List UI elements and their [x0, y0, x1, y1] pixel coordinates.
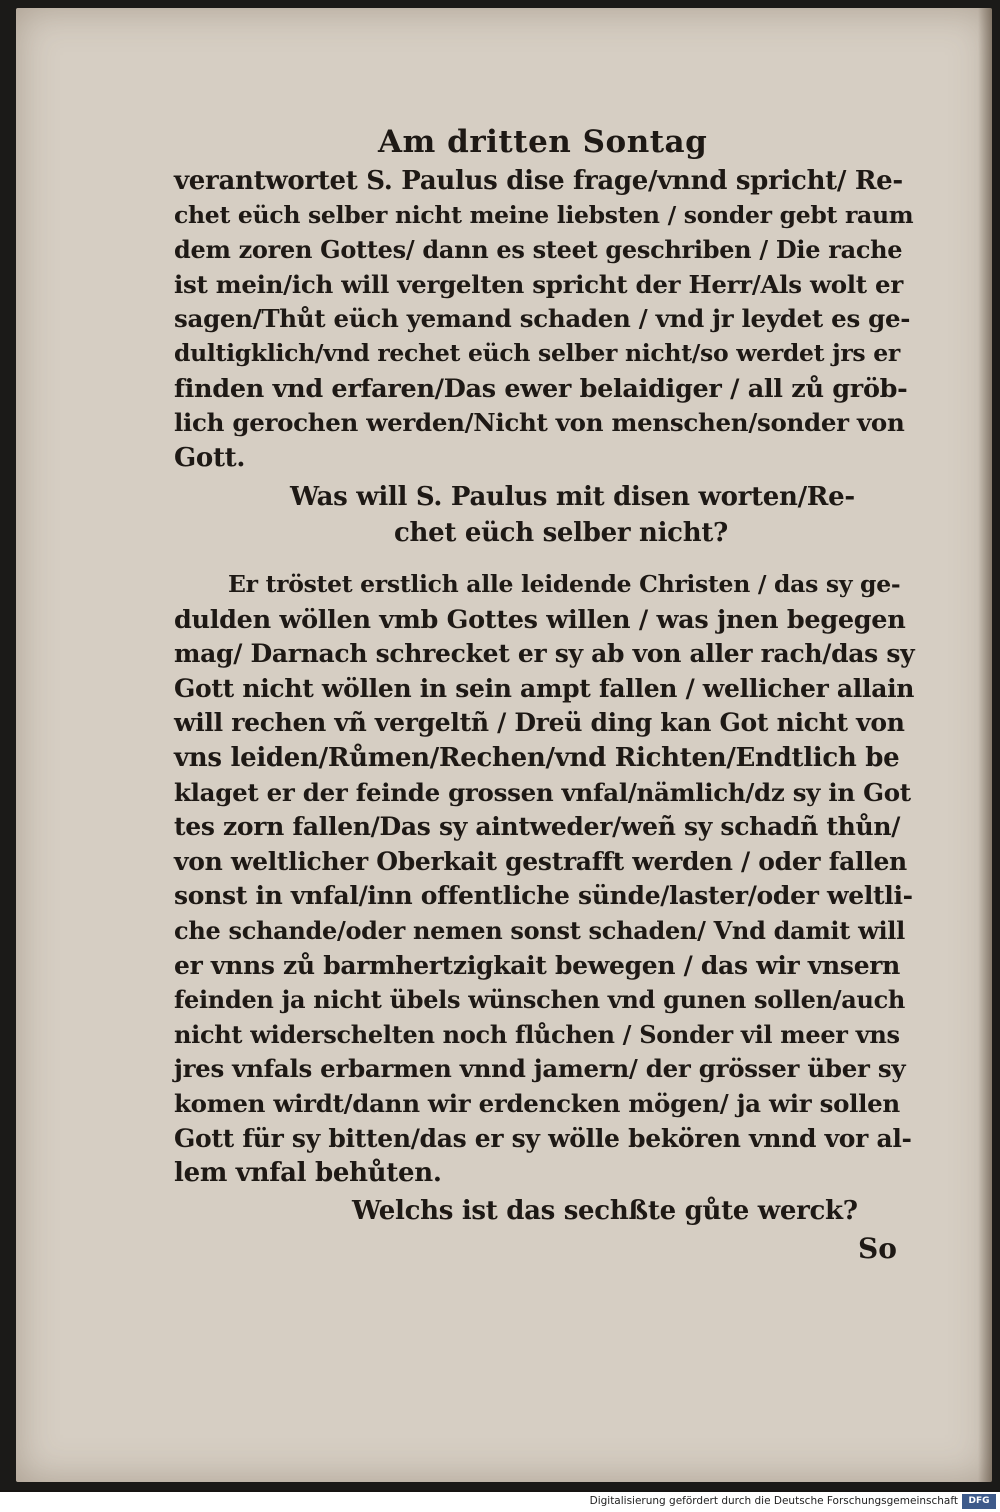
paragraph2-line: klaget er der feinde grossen vnfal/nämlich/dz sy in Got — [174, 777, 911, 807]
paragraph2-line: vns leiden/Růmen/Rechen/vnd Richten/Endtlich be — [174, 743, 900, 773]
paragraph1-line: dem zoren Gottes/ dann es steet geschriben / Die rache — [174, 235, 903, 265]
paragraph2-line: er vnns zů barmhertzigkait bewegen / das wir vnsern — [174, 950, 901, 980]
paragraph1-line: dultigklich/vnd rechet eüch selber nicht/so werdet jrs er — [174, 339, 900, 367]
paragraph2-line: tes zorn fallen/Das sy aintweder/weñ sy schadñ thůn/ — [174, 812, 901, 842]
paragraph1-line: chet eüch selber nicht meine liebsten / sonder gebt raum — [174, 200, 914, 229]
paragraph1-line: sagen/Thůt eüch yemand schaden / vnd jr leydet es ge- — [174, 304, 911, 334]
paragraph2-line: Gott nicht wöllen in sein ampt fallen / wellicher allain — [174, 673, 915, 703]
paragraph1-line: Gott. — [174, 442, 246, 473]
paragraph1-line: ist mein/ich will vergelten spricht der Herr/Als wolt er — [174, 269, 903, 299]
paragraph2-line: jres vnfals erbarmen vnnd jamern/ der grösser über sy — [174, 1054, 906, 1084]
paragraph2-line: will rechen vñ vergeltñ / Dreü ding kan Got nicht von — [174, 708, 905, 738]
paragraph1-line: verantwortet S. Paulus dise frage/vnnd spricht/ Re- — [174, 166, 903, 196]
paragraph2-line: Gott für sy bitten/das er sy wölle bekören vnnd vor al- — [174, 1123, 912, 1153]
paragraph2-line: mag/ Darnach schrecket er sy ab von aller rach/das sy — [174, 639, 915, 669]
question-2: Welchs ist das sechßte gůte werck? — [352, 1196, 858, 1226]
paragraph2-line: che schande/oder nemen sonst schaden/ Vnd damit will — [174, 916, 905, 945]
question-1-line-1: Was will S. Paulus mit disen worten/Re- — [290, 482, 855, 512]
paragraph1-line: lich gerochen werden/Nicht von menschen/sonder von — [174, 408, 905, 438]
catchword: So — [858, 1232, 897, 1265]
paragraph1-line: finden vnd erfaren/Das ewer belaidiger / all zů gröb- — [174, 373, 908, 404]
paragraph2-line: dulden wöllen vmb Gottes willen / was jnen begegen — [174, 604, 906, 635]
dfg-logo: DFG — [962, 1494, 996, 1509]
digitization-footer — [0, 1492, 1000, 1512]
paragraph2-line: lem vnfal behůten. — [174, 1158, 442, 1189]
paragraph2-line: nicht widerschelten noch flůchen / Sonder vil meer vns — [174, 1019, 900, 1049]
question-1-line-2: chet eüch selber nicht? — [394, 518, 728, 548]
paragraph2-line: feinden ja nicht übels wünschen vnd gunen sollen/auch — [174, 985, 906, 1015]
running-header: Am dritten Sontag — [378, 124, 708, 160]
paragraph2-line: sonst in vnfal/inn offentliche sünde/laster/oder weltli- — [174, 881, 913, 911]
paragraph2-line: Er tröstet erstlich alle leidende Christen / das sy ge- — [228, 570, 901, 598]
paragraph2-line: komen wirdt/dann wir erdencken mögen/ ja wir sollen — [174, 1089, 900, 1118]
footer-credit-text: Digitalisierung gefördert durch die Deutsche Forschungsgemeinschaft — [589, 1495, 958, 1507]
paragraph2-line: von weltlicher Oberkait gestrafft werden / oder fallen — [174, 846, 907, 876]
